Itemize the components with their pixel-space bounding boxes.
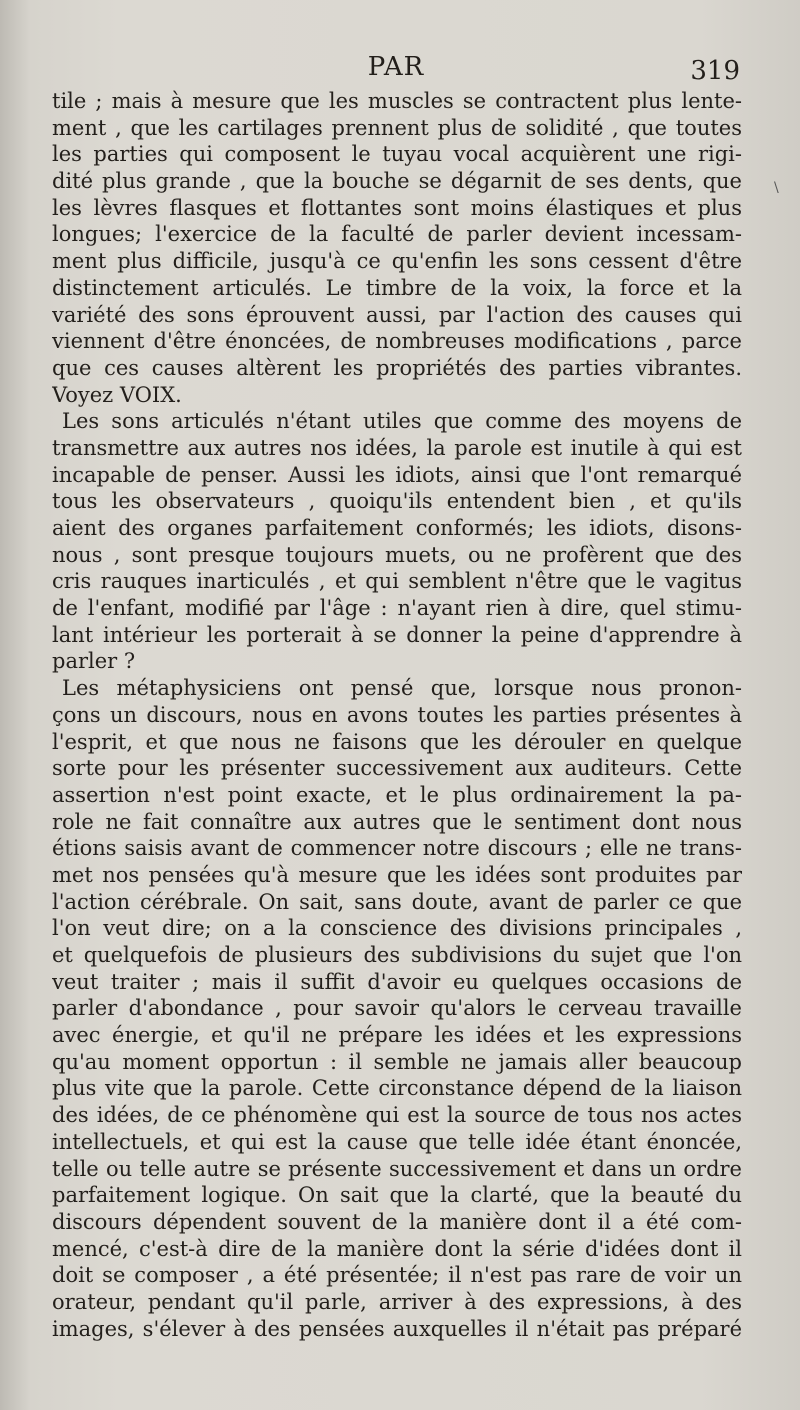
text-line: cris rauques inarticulés , et qui semblent n'être que le vagitus [52,569,742,594]
text-line: ment , que les cartilages prennent plus de solidité , que toutes [52,115,742,140]
text-line: çons un discours, nous en avons toutes les parties présentes à [52,702,742,727]
text-line: veut traiter ; mais il suffit d'avoir eu quelques occasions de [52,969,742,994]
text-line: l'esprit, et que nous ne faisons que les dérouler en quelque [52,729,742,754]
text-line: ment plus difficile, jusqu'à ce qu'enfin les sons cessent d'être [52,249,742,274]
text-line: met nos pensées qu'à mesure que les idées sont produites par [52,862,742,887]
text-line: l'action cérébrale. On sait, sans doute, avant de parler ce que [52,889,742,914]
text-line: des idées, de ce phénomène qui est la source de tous nos actes [52,1103,742,1128]
text-line: parler ? [52,649,136,674]
text-line: dité plus grande , que la bouche se dégarnit de ses dents, que [52,169,742,194]
text-line: orateur, pendant qu'il parle, arriver à des expressions, à des [52,1289,742,1314]
text-line: avec énergie, et qu'il ne prépare les idées et les expressions [52,1023,742,1048]
page-number: 319 [690,56,740,86]
text-line: viennent d'être énoncées, de nombreuses modifications , parce [52,329,742,354]
text-line: sorte pour les présenter successivement aux auditeurs. Cette [52,756,742,781]
text-line: distinctement articulés. Le timbre de la voix, la force et la [52,275,742,300]
text-line: qu'au moment opportun : il semble ne jamais aller beaucoup [52,1049,742,1074]
text-line: discours dépendent souvent de la manière dont il a été com- [52,1209,742,1234]
text-line: nous , sont presque toujours muets, ou ne profèrent que des [52,542,742,567]
text-line: telle ou telle autre se présente successivement et dans un ordre [52,1156,742,1181]
text-line: parler d'abondance , pour savoir qu'alors le cerveau travaille [52,996,742,1021]
text-line: mencé, c'est-à dire de la manière dont la série d'idées dont il [52,1236,742,1261]
text-line: de l'enfant, modifié par l'âge : n'ayant rien à dire, quel stimu- [52,596,742,621]
text-line: parfaitement logique. On sait que la clarté, que la beauté du [52,1183,742,1208]
text-line: les lèvres flasques et flottantes sont moins élastiques et plus [52,195,742,220]
text-line: role ne fait connaître aux autres que le sentiment dont nous [52,809,742,834]
text-line: Voyez VOIX. [52,382,182,407]
text-line: intellectuels, et qui est la cause que telle idée étant énoncée, [52,1129,742,1154]
text-line: transmettre aux autres nos idées, la parole est inutile à qui est [52,435,742,460]
text-body [52,88,742,1342]
text-line: Les sons articulés n'étant utiles que comme des moyens de [62,409,742,434]
text-line: images, s'élever à des pensées auxquelles il n'était pas préparé [52,1316,742,1341]
text-line: plus vite que la parole. Cette circonstance dépend de la liaison [52,1076,742,1101]
page-header [52,52,740,92]
text-line: tous les observateurs , quoiqu'ils entendent bien , et qu'ils [52,489,742,514]
text-line: longues; l'exercice de la faculté de parler devient incessam- [52,222,742,247]
text-line: variété des sons éprouvent aussi, par l'action des causes qui [52,302,742,327]
text-line: incapable de penser. Aussi les idiots, ainsi que l'ont remarqué [52,462,742,487]
text-line: Les métaphysiciens ont pensé que, lorsque nous pronon- [62,676,742,701]
text-line: assertion n'est point exacte, et le plus ordinairement la pa- [52,782,742,807]
text-line: et quelquefois de plusieurs des subdivisions du sujet que l'on [52,943,742,967]
text-line: étions saisis avant de commencer notre discours ; elle ne trans- [52,836,742,861]
text-line: que ces causes altèrent les propriétés des parties vibrantes. [52,355,742,380]
margin-mark: \ [774,180,779,196]
text-line: tile ; mais à mesure que les muscles se contractent plus lente- [52,89,742,113]
running-head: PAR [367,52,425,82]
text-line: aient des organes parfaitement conformés; les idiots, disons- [52,516,742,540]
text-line: lant intérieur les porterait à se donner la peine d'apprendre à [52,622,742,647]
text-line: l'on veut dire; on a la conscience des divisions principales , [52,916,742,941]
text-line: les parties qui composent le tuyau vocal acquièrent une rigi- [52,142,742,167]
text-line: doit se composer , a été présentée; il n'est pas rare de voir un [52,1263,742,1288]
